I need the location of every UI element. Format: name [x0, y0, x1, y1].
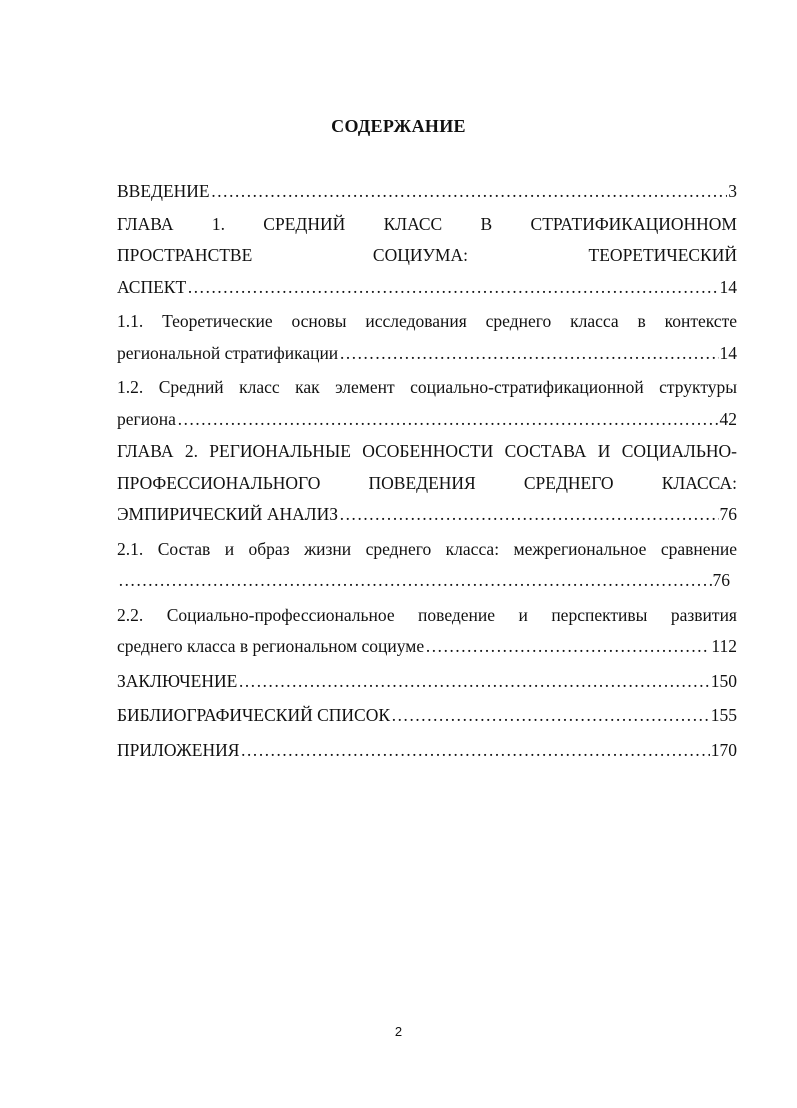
toc-entry-label: среднего класса в региональном социуме [117, 636, 425, 656]
toc-page-number: 76 [712, 570, 730, 590]
toc-page-number: 3 [728, 181, 737, 201]
toc-leader-dots [118, 565, 712, 597]
toc-leader-dots [211, 176, 728, 208]
toc-entry-line: ПРОСТРАНСТВЕ СОЦИУМА: ТЕОРЕТИЧЕСКИЙ [117, 245, 737, 265]
toc-entry-line: 2.1. Состав и образ жизни среднего класса: межрегиональное сравнение [117, 538, 737, 559]
toc-entry-label: ВВЕДЕНИЕ [117, 181, 210, 201]
toc-page-number: 170 [710, 739, 737, 760]
toc-leader-dots [339, 338, 718, 370]
toc-page-number: 14 [719, 276, 737, 297]
toc-page-number: 14 [719, 342, 737, 363]
toc-page-number: 42 [719, 408, 737, 429]
toc-leader-dots [391, 700, 710, 732]
toc-entry-line: 1.1. Теоретические основы исследования среднего класса в контексте [117, 311, 737, 331]
toc-entry-section-1-1 [117, 306, 737, 369]
toc-entry-section-2-2 [117, 600, 737, 663]
toc-leader-dots [425, 631, 710, 663]
toc-leader-dots [177, 404, 719, 436]
toc-entry-bibliography [117, 700, 737, 732]
toc-entry-conclusion [117, 666, 737, 698]
toc-entry-label: БИБЛИОГРАФИЧЕСКИЙ СПИСОК [117, 705, 391, 725]
toc-entry-intro [117, 176, 737, 208]
toc-entry-label: региона [117, 408, 176, 429]
toc-entry-chapter2 [117, 436, 737, 531]
toc-entry-line: 2.2. Социально-профессиональное поведение и перспективы развития [117, 604, 737, 625]
toc-leader-dots [187, 272, 718, 304]
table-of-contents [117, 176, 737, 766]
toc-entry-label: региональной стратификации [117, 342, 339, 363]
toc-page-number: 155 [710, 705, 737, 725]
toc-page-number: 76 [719, 504, 737, 524]
toc-entry-line: ПРОФЕССИОНАЛЬНОГО ПОВЕДЕНИЯ СРЕДНЕГО КЛАССА: [117, 472, 737, 493]
toc-entry-chapter1 [117, 209, 737, 304]
toc-leader-dots [339, 499, 718, 531]
toc-entry-label: ЗАКЛЮЧЕНИЕ [117, 670, 238, 691]
toc-entry-label: ЭМПИРИЧЕСКИЙ АНАЛИЗ [117, 504, 339, 524]
toc-leader-dots [238, 666, 709, 698]
toc-page-number: 150 [710, 670, 737, 691]
toc-entry-section-2-1 [117, 534, 737, 597]
toc-page-number: 112 [711, 636, 737, 656]
page-number: 2 [394, 1024, 403, 1039]
toc-entry-label: ПРИЛОЖЕНИЯ [117, 739, 240, 760]
toc-entry-appendices [117, 735, 737, 767]
toc-entry-label: АСПЕКТ [117, 276, 187, 297]
toc-entry-line: ГЛАВА 1. СРЕДНИЙ КЛАСС В СТРАТИФИКАЦИОННОМ [117, 213, 737, 234]
toc-entry-section-1-2 [117, 372, 737, 435]
toc-leader-dots [240, 735, 709, 767]
page-title: СОДЕРЖАНИЕ [331, 116, 466, 136]
toc-entry-line: 1.2. Средний класс как элемент социально-стратификационной структуры [117, 377, 737, 397]
toc-entry-line: ГЛАВА 2. РЕГИОНАЛЬНЫЕ ОСОБЕННОСТИ СОСТАВА И СОЦИАЛЬНО- [117, 441, 737, 461]
